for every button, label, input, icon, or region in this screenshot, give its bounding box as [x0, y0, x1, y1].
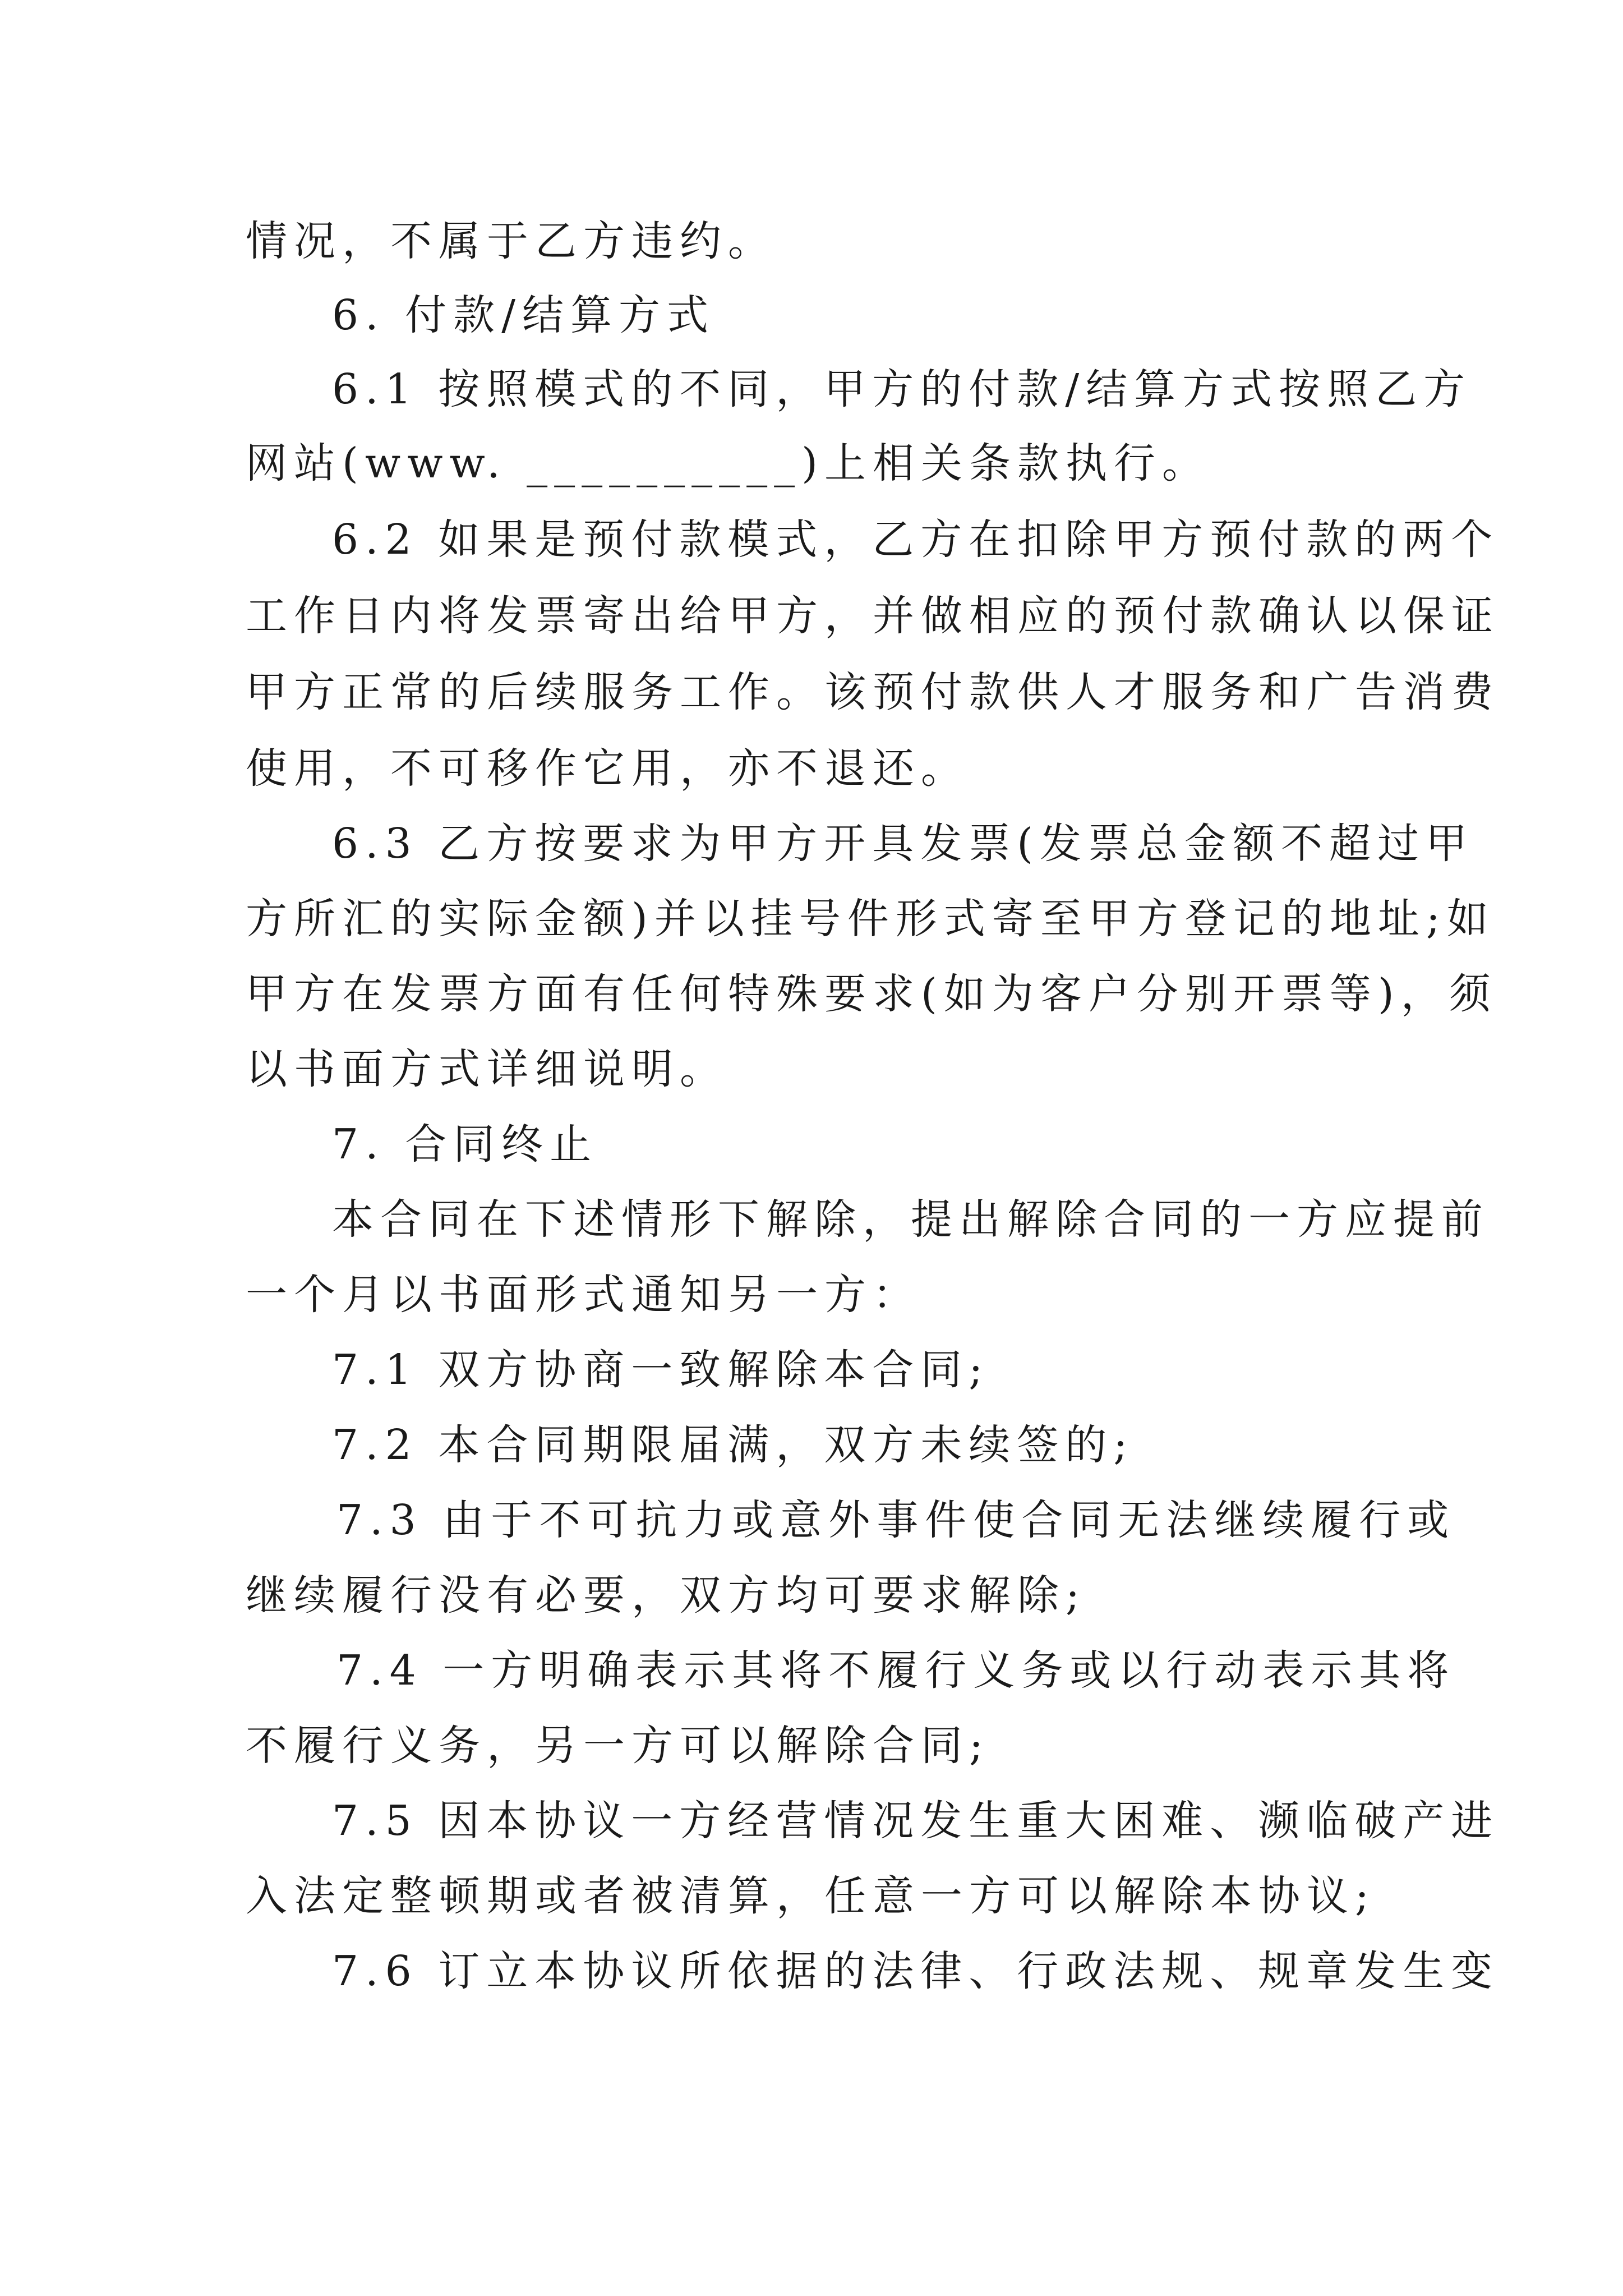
section-heading-termination: 7. 合同终止 — [332, 1120, 598, 1168]
clause-6-1: 6.1 按照模式的不同，甲方的付款/结算方式按照乙方 — [332, 365, 1472, 413]
clause-7-4: 7.4 一方明确表示其将不履行义务或以行动表示其将 — [336, 1646, 1456, 1695]
text-line: 甲方正常的后续服务工作。该预付款供人才服务和广告消费 — [246, 668, 1500, 716]
text-line: 方所汇的实际金额)并以挂号件形式寄至甲方登记的地址;如 — [246, 895, 1495, 943]
text-line: 网站(www. __________)上相关条款执行。 — [246, 439, 1211, 487]
text-line: 甲方在发票方面有任何特殊要求(如为客户分别开票等)，须 — [246, 970, 1497, 1018]
clause-7-1: 7.1 双方协商一致解除本合同; — [332, 1346, 990, 1394]
clause-7-5: 7.5 因本协议一方经营情况发生重大困难、濒临破产进 — [332, 1797, 1500, 1845]
text-line: 入法定整顿期或者被清算，任意一方可以解除本协议; — [246, 1872, 1376, 1920]
clause-7-2: 7.2 本合同期限届满，双方未续签的; — [332, 1421, 1135, 1469]
clause-6-3: 6.3 乙方按要求为甲方开具发票(发票总金额不超过甲 — [332, 820, 1474, 868]
clause-7-6: 7.6 订立本协议所依据的法律、行政法规、规章发生变 — [332, 1947, 1500, 1995]
text-line: 工作日内将发票寄出给甲方，并做相应的预付款确认以保证 — [246, 592, 1500, 640]
text-line: 不履行义务，另一方可以解除合同; — [246, 1722, 990, 1770]
text-line: 继续履行没有必要，双方均可要求解除; — [246, 1571, 1086, 1619]
clause-6-2: 6.2 如果是预付款模式，乙方在扣除甲方预付款的两个 — [332, 516, 1500, 564]
text-line: 本合同在下述情形下解除，提出解除合同的一方应提前 — [332, 1195, 1490, 1244]
text-line: 使用，不可移作它用，亦不退还。 — [246, 744, 969, 793]
text-line: 一个月以书面形式通知另一方： — [246, 1271, 921, 1319]
text-line: 以书面方式详细说明。 — [246, 1045, 728, 1093]
clause-7-3: 7.3 由于不可抗力或意外事件使合同无法继续履行或 — [336, 1496, 1456, 1544]
section-heading-payment: 6. 付款/结算方式 — [332, 291, 716, 339]
text-line: 情况，不属于乙方违约。 — [246, 217, 776, 265]
